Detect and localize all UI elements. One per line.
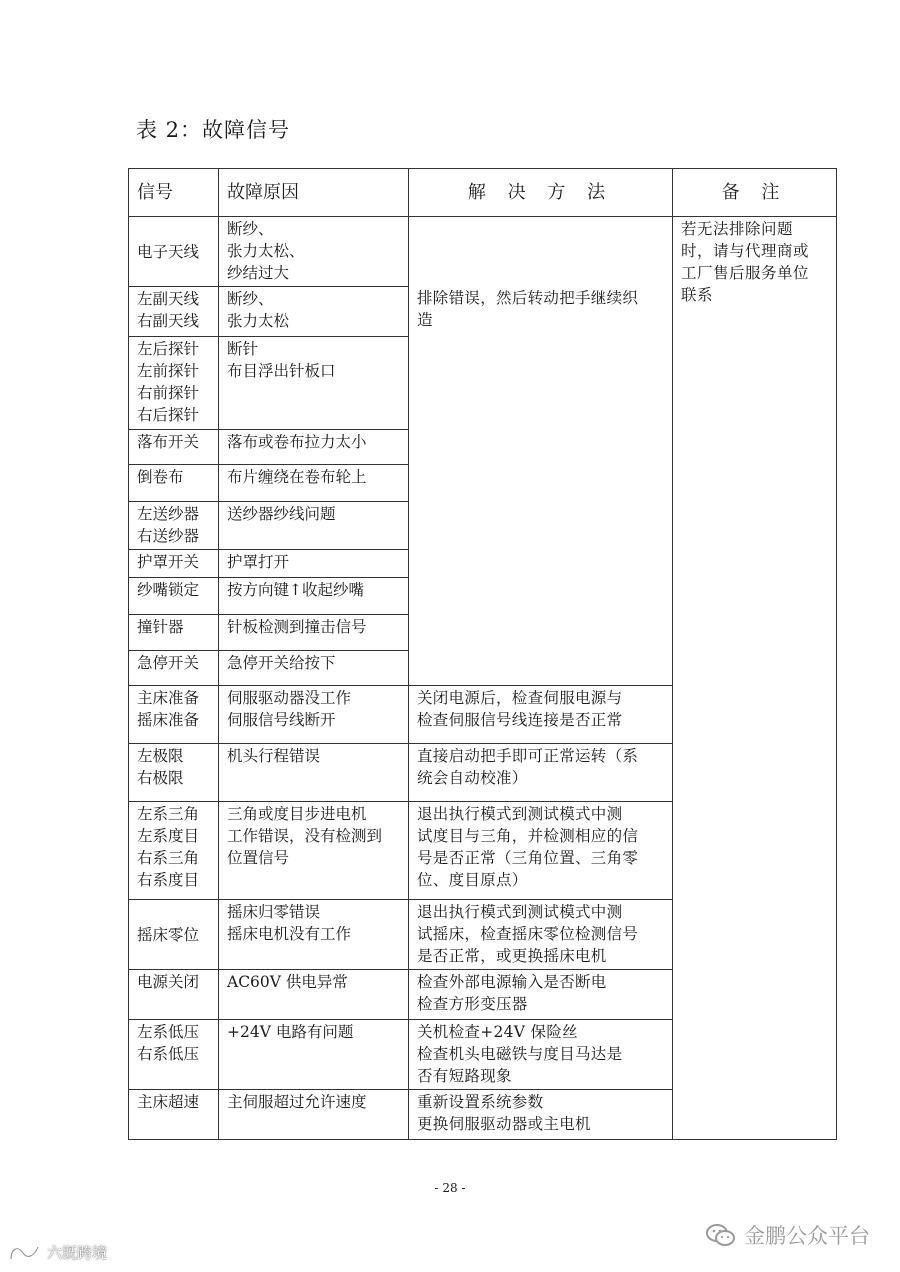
cause-cell: 三角或度目步进电机 工作错误，没有检测到 位置信号 bbox=[219, 802, 409, 900]
solution-cell: 检查外部电源输入是否断电 检查方形变压器 bbox=[409, 970, 673, 1020]
header-signal: 信号 bbox=[129, 169, 219, 217]
signal-cell: 落布开关 bbox=[129, 430, 219, 465]
header-solution: 解 决 方 法 bbox=[409, 169, 673, 217]
cause-cell: AC60V 供电异常 bbox=[219, 970, 409, 1020]
cause-cell: 落布或卷布拉力太小 bbox=[219, 430, 409, 465]
table-row bbox=[129, 217, 837, 287]
header-note: 备 注 bbox=[673, 169, 837, 217]
cause-cell: 送纱器纱线问题 bbox=[219, 502, 409, 550]
signal-cell: 左系三角 左系度目 右系三角 右系度目 bbox=[129, 802, 219, 900]
signal-cell: 电源关闭 bbox=[129, 970, 219, 1020]
cause-cell: 按方向键↑收起纱嘴 bbox=[219, 578, 409, 615]
signal-cell: 撞针器 bbox=[129, 615, 219, 651]
header-cause: 故障原因 bbox=[219, 169, 409, 217]
page-number: - 28 - bbox=[434, 1181, 466, 1195]
solution-cell: 直接启动把手即可正常运转（系 统会自动校准） bbox=[409, 744, 673, 802]
cause-cell: 主伺服超过允许速度 bbox=[219, 1090, 409, 1140]
watermark-right-text: 金鹏公众平台 bbox=[744, 1224, 870, 1248]
signal-cell: 主床超速 bbox=[129, 1090, 219, 1140]
cause-cell: 护罩打开 bbox=[219, 550, 409, 578]
wechat-icon bbox=[706, 1223, 736, 1247]
cause-cell: 布片缠绕在卷布轮上 bbox=[219, 465, 409, 502]
signal-cell: 左副天线 右副天线 bbox=[129, 287, 219, 337]
signal-cell: 纱嘴锁定 bbox=[129, 578, 219, 615]
signal-cell: 左送纱器 右送纱器 bbox=[129, 502, 219, 550]
note-cell-merged: 若无法排除问题 时，请与代理商或 工厂售后服务单位 联系 bbox=[673, 217, 837, 1140]
signal-cell: 电子天线 bbox=[129, 217, 219, 287]
table-title: 表 2：故障信号 bbox=[136, 118, 291, 142]
signal-cell: 倒卷布 bbox=[129, 465, 219, 502]
cause-cell: 断纱、 张力太松 bbox=[219, 287, 409, 337]
watermark-left-text: 六既跨境 bbox=[47, 1244, 108, 1262]
cause-cell: 摇床归零错误 摇床电机没有工作 bbox=[219, 900, 409, 970]
watermark-left bbox=[8, 1242, 107, 1263]
solution-cell: 退出执行模式到测试模式中测 试度目与三角，并检测相应的信 号是否正常（三角位置、三角零 位、度目原点） bbox=[409, 802, 673, 900]
signal-cell: 左极限 右极限 bbox=[129, 744, 219, 802]
solution-cell: 关闭电源后，检查伺服电源与 检查伺服信号线连接是否正常 bbox=[409, 686, 673, 744]
table-header-row bbox=[129, 169, 837, 217]
cause-cell: 断纱、 张力太松、 纱结过大 bbox=[219, 217, 409, 287]
signal-cell: 护罩开关 bbox=[129, 550, 219, 578]
solution-cell-merged: 排除错误，然后转动把手继续织 造 bbox=[409, 217, 673, 686]
cause-cell: 急停开关给按下 bbox=[219, 651, 409, 686]
signal-cell: 摇床零位 bbox=[129, 900, 219, 970]
signal-cell: 左系低压 右系低压 bbox=[129, 1020, 219, 1090]
brand-logo-icon bbox=[8, 1243, 42, 1263]
signal-cell: 急停开关 bbox=[129, 651, 219, 686]
watermark-right bbox=[706, 1220, 870, 1250]
cause-cell: 断针 布目浮出针板口 bbox=[219, 337, 409, 430]
cause-cell: 针板检测到撞击信号 bbox=[219, 615, 409, 651]
solution-cell: 重新设置系统参数 更换伺服驱动器或主电机 bbox=[409, 1090, 673, 1140]
signal-cell: 主床准备 摇床准备 bbox=[129, 686, 219, 744]
cause-cell: 机头行程错误 bbox=[219, 744, 409, 802]
cause-cell: +24V 电路有问题 bbox=[219, 1020, 409, 1090]
fault-signal-table bbox=[128, 168, 837, 1140]
signal-cell: 左后探针 左前探针 右前探针 右后探针 bbox=[129, 337, 219, 430]
solution-cell: 关机检查+24V 保险丝 检查机头电磁铁与度目马达是 否有短路现象 bbox=[409, 1020, 673, 1090]
solution-cell: 退出执行模式到测试模式中测 试摇床，检查摇床零位检测信号 是否正常，或更换摇床电机 bbox=[409, 900, 673, 970]
cause-cell: 伺服驱动器没工作 伺服信号线断开 bbox=[219, 686, 409, 744]
